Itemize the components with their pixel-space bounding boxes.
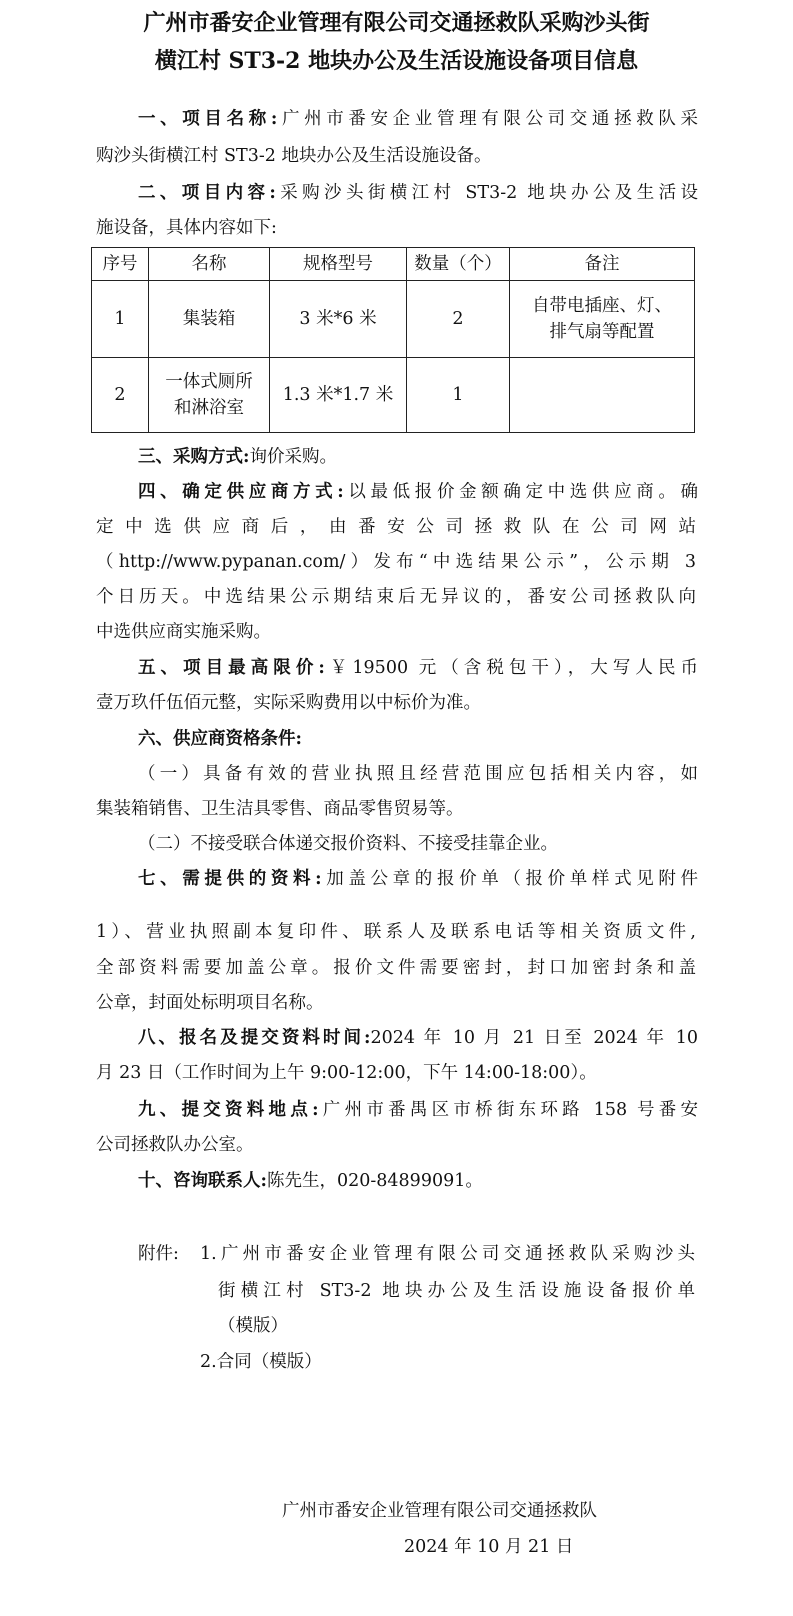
- section-3-text: 询价采购。: [249, 447, 337, 467]
- section-1-text: 广州市番安企业管理有限公司交通拯救队采: [277, 109, 698, 129]
- section-7-line-4: 公章，封面处标明项目名称。: [96, 993, 324, 1013]
- attachment-1-line-3: （模版）: [218, 1316, 288, 1336]
- section-7-label: 七、需提供的资料:: [138, 869, 322, 889]
- section-2-line-1: [138, 181, 698, 205]
- section-2-text: 采购沙头街横江村 ST3-2 地块办公及生活设: [275, 183, 698, 203]
- section-4-text: 以最低报价金额确定中选供应商。确: [343, 482, 698, 502]
- attachment-1-line-2: 街横江村 ST3-2 地块办公及生活设施设备报价单: [218, 1281, 695, 1301]
- section-10: [138, 1169, 698, 1193]
- section-2-label: 二、项目内容:: [138, 183, 276, 203]
- cell-note-line: 排气扇等配置: [549, 322, 655, 342]
- section-8-line-2: 月 23 日（工作时间为上午 9:00-12:00，下午 14:00-18:00）。: [96, 1063, 597, 1083]
- attachment-1-line-1: 1.广州市番安企业管理有限公司交通拯救队采购沙头: [200, 1244, 695, 1264]
- section-5-text: ￥19500 元（含税包干），大写人民币: [324, 658, 698, 678]
- cell-name-line: 集装箱: [182, 309, 236, 329]
- section-1-label: 一、项目名称:: [138, 109, 278, 129]
- cell-note-line: 自带电插座、灯、: [532, 296, 672, 316]
- cell-no: 1: [92, 281, 149, 358]
- section-5-label: 五、项目最高限价:: [138, 658, 325, 678]
- section-2-line-2: 施设备，具体内容如下:: [96, 218, 277, 238]
- table-header-row: [92, 248, 695, 281]
- section-7-text: 加盖公章的报价单（报价单样式见附件: [321, 869, 698, 889]
- table-row: [92, 281, 695, 358]
- section-9-text: 广州市番禺区市桥街东环路 158 号番安: [318, 1100, 698, 1120]
- cell-spec: 3 米*6 米: [270, 281, 407, 358]
- section-5-line-1: [138, 656, 698, 680]
- section-3: [138, 445, 698, 469]
- section-9-label: 九、提交资料地点:: [138, 1100, 319, 1120]
- cell-qty: 1: [407, 358, 510, 433]
- section-4-line-4: 个日历天。中选结果公示期结束后无异议的，番安公司拯救队向: [96, 587, 696, 607]
- header-spec: 规格型号: [270, 248, 407, 281]
- header-qty: 数量（个）: [407, 248, 510, 281]
- section-6-item-1-line-2: 集装箱销售、卫生洁具零售、商品零售贸易等。: [96, 799, 464, 819]
- signature-date: 2024 年 10 月 21 日: [404, 1537, 574, 1557]
- section-6-label: 六、供应商资格条件:: [138, 729, 302, 749]
- header-name: 名称: [149, 248, 270, 281]
- section-4-line-1: [138, 480, 698, 504]
- cell-qty: 2: [407, 281, 510, 358]
- cell-note: [510, 358, 695, 433]
- section-1-line-1: [138, 107, 698, 131]
- section-7-line-2: 1）、营业执照副本复印件、联系人及联系电话等相关资质文件,: [96, 922, 696, 942]
- section-9-line-2: 公司拯救队办公室。: [96, 1135, 254, 1155]
- section-5-line-2: 壹万玖仟伍佰元整，实际采购费用以中标价为准。: [96, 693, 481, 713]
- cell-name-line: 和淋浴室: [174, 398, 244, 418]
- cell-name: [149, 281, 270, 358]
- attachment-2: 2.合同（模版）: [200, 1352, 322, 1372]
- section-8-text: 2024 年 10 月 21 日至 2024 年 10: [370, 1028, 698, 1048]
- section-6-item-2: （二）不接受联合体递交报价资料、不接受挂靠企业。: [138, 834, 558, 854]
- section-4-line-3: （http://www.pypanan.com/）发布“中选结果公示”，公示期 3: [96, 552, 696, 572]
- section-10-label: 十、咨询联系人:: [138, 1171, 267, 1191]
- section-7-line-1: [138, 867, 698, 891]
- section-4-line-5: 中选供应商实施采购。: [96, 622, 271, 642]
- attachment-label: 附件:: [138, 1244, 179, 1264]
- title-line-1: 广州市番安企业管理有限公司交通拯救队采购沙头街: [143, 10, 650, 36]
- section-4-line-2: 定中选供应商后，由番安公司拯救队在公司网站: [96, 517, 696, 537]
- title-line-2: 横江村 ST3-2 地块办公及生活设施设备项目信息: [154, 48, 639, 74]
- header-note: 备注: [510, 248, 695, 281]
- section-10-text: 陈先生，020-84899091。: [266, 1171, 483, 1191]
- section-8-label: 八、报名及提交资料时间:: [138, 1028, 371, 1048]
- cell-name-line: 一体式厕所: [165, 372, 253, 392]
- header-no: 序号: [92, 248, 149, 281]
- section-1-line-2: 购沙头街横江村 ST3-2 地块办公及生活设施设备。: [96, 146, 492, 166]
- cell-spec: 1.3 米*1.7 米: [270, 358, 407, 433]
- section-3-label: 三、采购方式:: [138, 447, 250, 467]
- signature-org: 广州市番安企业管理有限公司交通拯救队: [282, 1501, 597, 1521]
- section-4-label: 四、确定供应商方式:: [138, 482, 344, 502]
- cell-name: [149, 358, 270, 433]
- section-6-item-1-line-1: （一）具备有效的营业执照且经营范围应包括相关内容，如: [138, 764, 698, 784]
- section-7-line-3: 全部资料需要加盖公章。报价文件需要密封，封口加密封条和盖: [96, 958, 696, 978]
- section-8-line-1: [138, 1026, 698, 1050]
- table-row: [92, 358, 695, 433]
- cell-no: 2: [92, 358, 149, 433]
- equipment-table: [91, 247, 695, 433]
- cell-note: [510, 281, 695, 358]
- section-9-line-1: [138, 1098, 698, 1122]
